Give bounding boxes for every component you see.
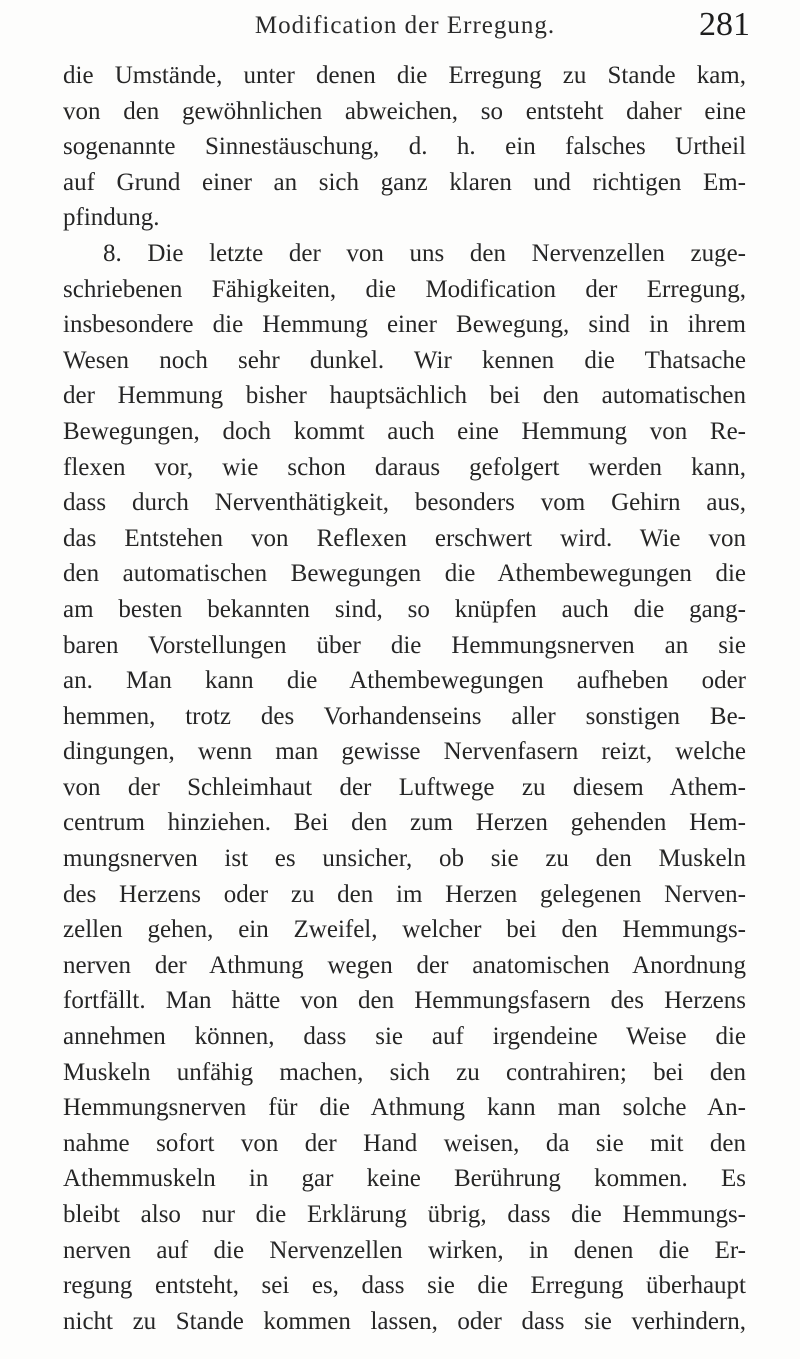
text-line: Wesen noch sehr dunkel. Wir kennen die Thatsache bbox=[63, 346, 746, 374]
text-line: dass durch Nerventhätigkeit, besonders vom Gehirn aus, bbox=[63, 489, 746, 517]
text-line: den automatischen Bewegungen die Athembewegungen die bbox=[63, 560, 746, 588]
text-line: Athemmuskeln in gar keine Berührung kommen. Es bbox=[63, 1165, 746, 1193]
running-title: Modification der Erregung. bbox=[254, 12, 556, 39]
text-line: schriebenen Fähigkeiten, die Modification der Erregung, bbox=[63, 275, 746, 303]
text-line: zellen gehen, ein Zweifel, welcher bei den Hemmungs- bbox=[63, 916, 746, 944]
text-line: baren Vorstellungen über die Hemmungsnerven an sie bbox=[63, 631, 746, 659]
text-line: an. Man kann die Athembewegungen aufheben oder bbox=[63, 667, 746, 695]
text-line: Hemmungsnerven für die Athmung kann man solche An- bbox=[63, 1094, 746, 1122]
text-line: der Hemmung bisher hauptsächlich bei den automatischen bbox=[63, 382, 746, 410]
text-line: nicht zu Stande kommen lassen, oder dass sie verhindern, bbox=[63, 1307, 746, 1335]
text-line: das Entstehen von Reflexen erschwert wird. Wie von bbox=[63, 524, 746, 552]
text-line: pfindung. bbox=[63, 204, 160, 232]
text-line: Muskeln unfähig machen, sich zu contrahiren; bei den bbox=[63, 1058, 746, 1086]
text-line: Bewegungen, doch kommt auch eine Hemmung von Re- bbox=[63, 417, 746, 445]
text-line: mungsnerven ist es unsicher, ob sie zu den Muskeln bbox=[63, 845, 746, 873]
text-line: flexen vor, wie schon daraus gefolgert werden kann, bbox=[63, 453, 746, 481]
body-text bbox=[63, 58, 746, 1339]
text-line: regung entsteht, sei es, dass sie die Erregung überhaupt bbox=[63, 1272, 746, 1300]
text-line: nahme sofort von der Hand weisen, da sie mit den bbox=[63, 1129, 746, 1157]
text-line: auf Grund einer an sich ganz klaren und richtigen Em- bbox=[63, 168, 746, 196]
text-line: des Herzens oder zu den im Herzen gelegenen Nerven- bbox=[63, 880, 746, 908]
text-line: fortfällt. Man hätte von den Hemmungsfasern des Herzens bbox=[63, 987, 746, 1015]
text-line: annehmen können, dass sie auf irgendeine Weise die bbox=[63, 1023, 746, 1051]
text-line: von den gewöhnlichen abweichen, so entsteht daher eine bbox=[63, 97, 746, 125]
text-line: bleibt also nur die Erklärung übrig, dass die Hemmungs- bbox=[63, 1201, 746, 1228]
text-line: sogenannte Sinnestäuschung, d. h. ein falsches Urtheil bbox=[63, 133, 746, 161]
text-line: hemmen, trotz des Vorhandenseins aller sonstigen Be- bbox=[63, 702, 746, 730]
text-line: am besten bekannten sind, so knüpfen auch die gang- bbox=[63, 595, 746, 623]
text-line: dingungen, wenn man gewisse Nervenfasern reizt, welche bbox=[63, 738, 746, 766]
paragraph-start: 8. Die letzte der von uns den Nervenzellen zuge- bbox=[103, 239, 746, 267]
page-number: 281 bbox=[699, 6, 750, 43]
text-line: von der Schleimhaut der Luftwege zu diesem Athem- bbox=[63, 773, 746, 801]
text-line: die Umstände, unter denen die Erregung zu Stande kam, bbox=[63, 62, 746, 89]
running-head bbox=[60, 6, 750, 52]
text-line: nerven auf die Nervenzellen wirken, in denen die Er- bbox=[63, 1236, 746, 1264]
text-line: insbesondere die Hemmung einer Bewegung, sind in ihrem bbox=[63, 311, 746, 339]
text-line: centrum hinziehen. Bei den zum Herzen gehenden Hem- bbox=[63, 809, 746, 837]
text-line: nerven der Athmung wegen der anatomischen Anordnung bbox=[63, 951, 746, 979]
